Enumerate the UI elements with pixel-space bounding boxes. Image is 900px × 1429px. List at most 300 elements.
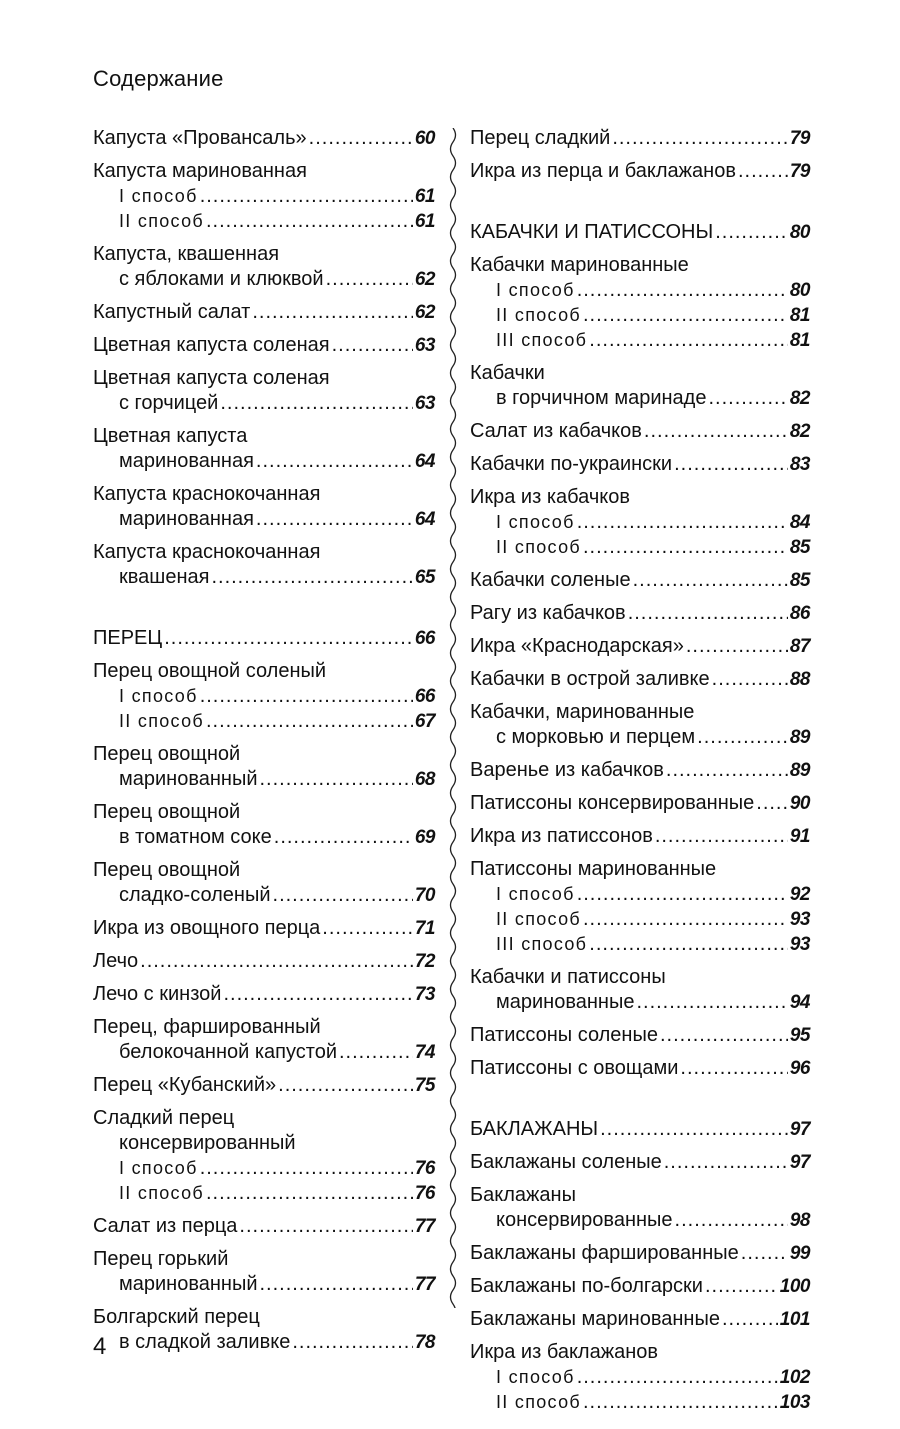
toc-entry[interactable] [93, 1247, 435, 1297]
toc-method-label: I способ [496, 1367, 575, 1387]
toc-line [93, 540, 435, 565]
toc-line [470, 568, 810, 593]
dot-leader [722, 1307, 778, 1332]
toc-line [470, 667, 810, 692]
dot-leader [252, 300, 413, 325]
toc-line [470, 278, 810, 303]
toc-line [93, 391, 435, 416]
toc-page-number: 76 [414, 1158, 435, 1179]
toc-title: Икра из патиссонов [470, 825, 653, 847]
toc-line [470, 700, 810, 725]
dot-leader [326, 267, 413, 292]
toc-method-label: II способ [119, 211, 204, 231]
toc-line [470, 791, 810, 816]
toc-title: Капуста, квашенная [93, 243, 280, 265]
toc-entry[interactable] [470, 824, 810, 849]
toc-title: маринованный [119, 1273, 258, 1295]
toc-page-number: 66 [414, 628, 435, 649]
toc-line [93, 949, 435, 974]
toc-page-number: 68 [414, 769, 435, 790]
toc-line [470, 601, 810, 626]
dot-leader [680, 1056, 787, 1081]
toc-page-number: 61 [414, 186, 435, 207]
toc-page-number: 91 [789, 826, 810, 847]
toc-page-number: 65 [414, 567, 435, 588]
toc-entry[interactable] [93, 366, 435, 416]
toc-method-label: I способ [119, 686, 198, 706]
dot-leader [664, 1150, 788, 1175]
toc-entry[interactable] [470, 758, 810, 783]
toc-entry[interactable] [470, 253, 810, 353]
toc-title: Баклажаны маринованные [470, 1308, 720, 1330]
toc-page-number: 80 [789, 280, 810, 301]
toc-title: Салат из кабачков [470, 420, 642, 442]
toc-title: Патиссоны соленые [470, 1024, 658, 1046]
toc-title: маринованный [119, 768, 258, 790]
toc-method-label: I способ [496, 884, 575, 904]
toc-method-label: II способ [496, 909, 581, 929]
toc-line [470, 1340, 810, 1365]
dot-leader [705, 1274, 778, 1299]
toc-page-number: 81 [789, 305, 810, 326]
toc-line [93, 482, 435, 507]
toc-title: Перец овощной соленый [93, 660, 327, 682]
toc-line [470, 882, 810, 907]
toc-entry[interactable] [470, 126, 810, 151]
toc-entry[interactable] [93, 482, 435, 532]
dot-leader [164, 626, 413, 651]
toc-entry[interactable] [93, 333, 435, 358]
toc-page-number: 93 [789, 909, 810, 930]
toc-entry[interactable] [93, 626, 435, 651]
toc-entry[interactable] [93, 858, 435, 908]
toc-title: Цветная капуста [93, 425, 248, 447]
toc-page-number: 77 [414, 1274, 435, 1295]
toc-title: Икра из овощного перца [93, 917, 321, 939]
toc-title: Патиссоны консервированные [470, 792, 755, 814]
dot-leader [577, 1365, 778, 1390]
toc-title: Патиссоны маринованные [470, 858, 717, 880]
toc-entry[interactable] [470, 700, 810, 750]
toc-page-number: 94 [789, 992, 810, 1013]
toc-line [470, 328, 810, 353]
toc-title: Кабачки, маринованные [470, 701, 695, 723]
toc-title: Перец горький [93, 1248, 229, 1270]
toc-title: маринованные [496, 991, 635, 1013]
toc-page-number: 90 [789, 793, 810, 814]
dot-leader [260, 1272, 413, 1297]
toc-line [93, 1214, 435, 1239]
toc-line [470, 126, 810, 151]
toc-line [470, 510, 810, 535]
toc-entry[interactable] [93, 1305, 435, 1355]
toc-entry[interactable] [470, 1274, 810, 1299]
toc-line [93, 709, 435, 734]
toc-method-label: III способ [496, 330, 588, 350]
toc-entry[interactable] [470, 1150, 810, 1175]
toc-entry[interactable] [470, 1023, 810, 1048]
toc-entry[interactable] [470, 1340, 810, 1415]
toc-title: Кабачки в острой заливке [470, 668, 710, 690]
toc-page-number: 102 [779, 1367, 810, 1388]
toc-title: Капуста маринованная [93, 160, 307, 182]
dot-leader [577, 278, 788, 303]
toc-title: в горчичном маринаде [496, 387, 707, 409]
section-gap [470, 192, 810, 220]
dot-leader [256, 507, 413, 532]
toc-line [93, 242, 435, 267]
dot-leader [600, 1117, 788, 1142]
dot-leader [628, 601, 788, 626]
toc-page-number: 85 [789, 537, 810, 558]
dot-leader [715, 220, 788, 245]
toc-title: Перец, фаршированный [93, 1016, 321, 1038]
toc-entry[interactable] [93, 300, 435, 325]
toc-line [93, 565, 435, 590]
toc-title: Баклажаны соленые [470, 1151, 662, 1173]
toc-entry[interactable] [470, 361, 810, 411]
toc-method-label: I способ [496, 280, 575, 300]
toc-page-number: 86 [789, 603, 810, 624]
toc-line [470, 857, 810, 882]
toc-page-number: 95 [789, 1025, 810, 1046]
dot-leader [339, 1040, 413, 1065]
dot-leader [655, 824, 788, 849]
toc-title: Капуста «Провансаль» [93, 127, 307, 149]
toc-line [470, 965, 810, 990]
toc-entry[interactable] [470, 1241, 810, 1266]
toc-title: Варенье из кабачков [470, 759, 664, 781]
toc-page-number: 71 [414, 918, 435, 939]
dot-leader [220, 391, 413, 416]
toc-line [470, 485, 810, 510]
dot-leader [332, 333, 413, 358]
dot-leader [211, 565, 412, 590]
dot-leader [660, 1023, 788, 1048]
toc-title: Капуста краснокочанная [93, 483, 321, 505]
toc-line [93, 767, 435, 792]
toc-title: консервированный [119, 1132, 296, 1154]
dot-leader [644, 419, 788, 444]
dot-leader [260, 767, 413, 792]
toc-method-label: II способ [119, 711, 204, 731]
dot-leader [756, 791, 788, 816]
toc-line [93, 626, 435, 651]
dot-leader [583, 907, 788, 932]
toc-title: Цветная капуста соленая [93, 334, 330, 356]
toc-page-number: 64 [414, 509, 435, 530]
toc-method-label: I способ [496, 512, 575, 532]
toc-entry[interactable] [93, 159, 435, 234]
toc-page-number: 88 [789, 669, 810, 690]
toc-title: Капустный салат [93, 301, 251, 323]
toc-title: Перец овощной [93, 743, 241, 765]
toc-entry[interactable] [93, 659, 435, 734]
toc-line [470, 361, 810, 386]
toc-line [93, 1272, 435, 1297]
toc-line [93, 858, 435, 883]
toc-entry[interactable] [470, 634, 810, 659]
dot-leader [309, 126, 413, 151]
toc-entry[interactable] [93, 800, 435, 850]
toc-page-number: 62 [414, 269, 435, 290]
dot-leader [583, 1390, 778, 1415]
dot-leader [206, 709, 413, 734]
toc-line [470, 1307, 810, 1332]
toc-entry[interactable] [93, 242, 435, 292]
toc-title: Кабачки [470, 362, 545, 384]
toc-entry[interactable] [470, 1183, 810, 1233]
toc-title: Баклажаны по-болгарски [470, 1275, 703, 1297]
toc-title: Лечо [93, 950, 139, 972]
toc-title: Икра из перца и баклажанов [470, 160, 736, 182]
running-head-title: Содержание [93, 66, 224, 91]
toc-method-label: II способ [496, 537, 581, 557]
toc-line [93, 684, 435, 709]
toc-page-number: 82 [789, 388, 810, 409]
toc-line [470, 1023, 810, 1048]
toc-page-number: 77 [414, 1216, 435, 1237]
toc-entry[interactable] [470, 601, 810, 626]
toc-entry[interactable] [470, 1056, 810, 1081]
toc-method-label: II способ [496, 1392, 581, 1412]
toc-page-number: 61 [414, 211, 435, 232]
toc-line [93, 1181, 435, 1206]
toc-title: Баклажаны фаршированные [470, 1242, 739, 1264]
toc-entry[interactable] [470, 452, 810, 477]
toc-line [93, 883, 435, 908]
toc-title: Перец «Кубанский» [93, 1074, 277, 1096]
toc-page-number: 93 [789, 934, 810, 955]
toc-page-number: 64 [414, 451, 435, 472]
dot-leader [633, 568, 788, 593]
toc-line [93, 1330, 435, 1355]
toc-entry[interactable] [93, 982, 435, 1007]
toc-page-number: 73 [414, 984, 435, 1005]
toc-entry[interactable] [470, 419, 810, 444]
toc-title: Рагу из кабачков [470, 602, 626, 624]
dot-leader [200, 184, 413, 209]
toc-title: сладко-соленый [119, 884, 271, 906]
toc-line [93, 1156, 435, 1181]
toc-line [93, 982, 435, 1007]
toc-title: маринованная [119, 450, 254, 472]
dot-leader [577, 510, 788, 535]
toc-method-label: I способ [119, 186, 198, 206]
toc-title: БАКЛАЖАНЫ [470, 1118, 599, 1140]
toc-line [93, 1015, 435, 1040]
toc-title: Икра из баклажанов [470, 1341, 659, 1363]
dot-leader [583, 535, 788, 560]
toc-line [93, 1040, 435, 1065]
dot-leader [322, 916, 413, 941]
toc-line [93, 1106, 435, 1131]
toc-entry[interactable] [93, 126, 435, 151]
toc-line [470, 452, 810, 477]
dot-leader [686, 634, 788, 659]
toc-page-number: 103 [779, 1392, 810, 1413]
toc-entry[interactable] [93, 742, 435, 792]
toc-entry[interactable] [470, 568, 810, 593]
dot-leader [589, 932, 788, 957]
toc-title: белокочанной капустой [119, 1041, 337, 1063]
toc-page-number: 83 [789, 454, 810, 475]
toc-entry[interactable] [470, 159, 810, 184]
dot-leader [708, 386, 787, 411]
toc-line [470, 824, 810, 849]
toc-title: в сладкой заливке [119, 1331, 291, 1353]
toc-line [93, 800, 435, 825]
dot-leader [741, 1241, 788, 1266]
page-number: 4 [93, 1333, 107, 1360]
dot-leader [206, 209, 413, 234]
toc-line [470, 1183, 810, 1208]
dot-leader [738, 159, 788, 184]
toc-title: Сладкий перец [93, 1107, 235, 1129]
toc-page-number: 84 [789, 512, 810, 533]
dot-leader [223, 982, 412, 1007]
dot-leader [674, 452, 788, 477]
toc-title: Лечо с кинзой [93, 983, 222, 1005]
toc-line [470, 303, 810, 328]
toc-line [93, 424, 435, 449]
toc-page-number: 96 [789, 1058, 810, 1079]
toc-page-number: 82 [789, 421, 810, 442]
toc-line [93, 1305, 435, 1330]
section-gap [470, 1089, 810, 1117]
toc-page-number: 89 [789, 760, 810, 781]
toc-line [470, 758, 810, 783]
toc-title: Перец овощной [93, 801, 241, 823]
toc-page-number: 67 [414, 711, 435, 732]
toc-entry[interactable] [93, 424, 435, 474]
toc-page-number: 101 [779, 1309, 810, 1330]
toc-line [93, 659, 435, 684]
toc-line [93, 267, 435, 292]
toc-entry[interactable] [470, 791, 810, 816]
toc-entry[interactable] [470, 667, 810, 692]
toc-title: КАБАЧКИ И ПАТИССОНЫ [470, 221, 714, 243]
toc-entry[interactable] [93, 1106, 435, 1206]
dot-leader [278, 1073, 413, 1098]
toc-entry[interactable] [470, 220, 810, 245]
toc-title: Капуста краснокочанная [93, 541, 321, 563]
toc-title: Кабачки и патиссоны [470, 966, 666, 988]
dot-leader [140, 949, 413, 974]
toc-page-number: 74 [414, 1042, 435, 1063]
dot-leader [577, 882, 788, 907]
dot-leader [612, 126, 788, 151]
toc-title: консервированные [496, 1209, 673, 1231]
toc-right-column [470, 126, 810, 1423]
toc-line [470, 1390, 810, 1415]
toc-page-number: 80 [789, 222, 810, 243]
toc-title: с морковью и перцем [496, 726, 696, 748]
toc-title: Цветная капуста соленая [93, 367, 330, 389]
toc-page-number: 63 [414, 335, 435, 356]
dot-leader [697, 725, 788, 750]
toc-page-number: 79 [789, 128, 810, 149]
toc-line [470, 907, 810, 932]
dot-leader [666, 758, 788, 783]
toc-title: Икра «Краснодарская» [470, 635, 684, 657]
toc-page-number: 79 [789, 161, 810, 182]
toc-title: Патиссоны с овощами [470, 1057, 679, 1079]
toc-title: Кабачки по-украински [470, 453, 673, 475]
toc-line [470, 535, 810, 560]
toc-line [470, 386, 810, 411]
toc-line [93, 1247, 435, 1272]
toc-entry[interactable] [93, 1214, 435, 1239]
dot-leader [589, 328, 788, 353]
toc-page-number: 87 [789, 636, 810, 657]
toc-line [93, 366, 435, 391]
toc-title: Баклажаны [470, 1184, 576, 1206]
toc-line [470, 220, 810, 245]
dot-leader [583, 303, 788, 328]
dot-leader [200, 1156, 413, 1181]
toc-entry[interactable] [93, 916, 435, 941]
toc-line [93, 209, 435, 234]
toc-entry[interactable] [93, 540, 435, 590]
toc-entry[interactable] [93, 1073, 435, 1098]
toc-page-number: 62 [414, 302, 435, 323]
toc-line [470, 1208, 810, 1233]
toc-line [470, 1241, 810, 1266]
toc-entry[interactable] [470, 485, 810, 560]
dot-leader [273, 883, 413, 908]
toc-line [93, 184, 435, 209]
dot-leader [274, 825, 413, 850]
toc-entry[interactable] [470, 1307, 810, 1332]
toc-line [470, 253, 810, 278]
toc-title: Икра из кабачков [470, 486, 630, 508]
toc-title: Кабачки соленые [470, 569, 631, 591]
dot-leader [636, 990, 787, 1015]
dot-leader [200, 684, 413, 709]
toc-page-number: 70 [414, 885, 435, 906]
toc-line [93, 825, 435, 850]
toc-entry[interactable] [470, 1117, 810, 1142]
toc-page-number: 75 [414, 1075, 435, 1096]
toc-page-number: 60 [414, 128, 435, 149]
toc-entry[interactable] [470, 857, 810, 957]
toc-line [93, 742, 435, 767]
toc-entry[interactable] [93, 949, 435, 974]
dot-leader [206, 1181, 413, 1206]
toc-entry[interactable] [470, 965, 810, 1015]
toc-line [470, 1117, 810, 1142]
toc-title: Перец сладкий [470, 127, 611, 149]
toc-title: маринованная [119, 508, 254, 530]
toc-page-number: 72 [414, 951, 435, 972]
dot-leader [239, 1214, 412, 1239]
toc-line [93, 300, 435, 325]
toc-entry[interactable] [93, 1015, 435, 1065]
toc-page-number: 76 [414, 1183, 435, 1204]
dot-leader [256, 449, 413, 474]
toc-title: Болгарский перец [93, 1306, 260, 1328]
dot-leader [675, 1208, 788, 1233]
toc-title: Кабачки маринованные [470, 254, 689, 276]
toc-page-number: 100 [779, 1276, 810, 1297]
toc-left-column [93, 126, 435, 1363]
toc-page-number: 69 [414, 827, 435, 848]
toc-page-number: 98 [789, 1210, 810, 1231]
toc-title: ПЕРЕЦ [93, 627, 163, 649]
toc-page-number: 81 [789, 330, 810, 351]
toc-line [93, 1131, 435, 1156]
